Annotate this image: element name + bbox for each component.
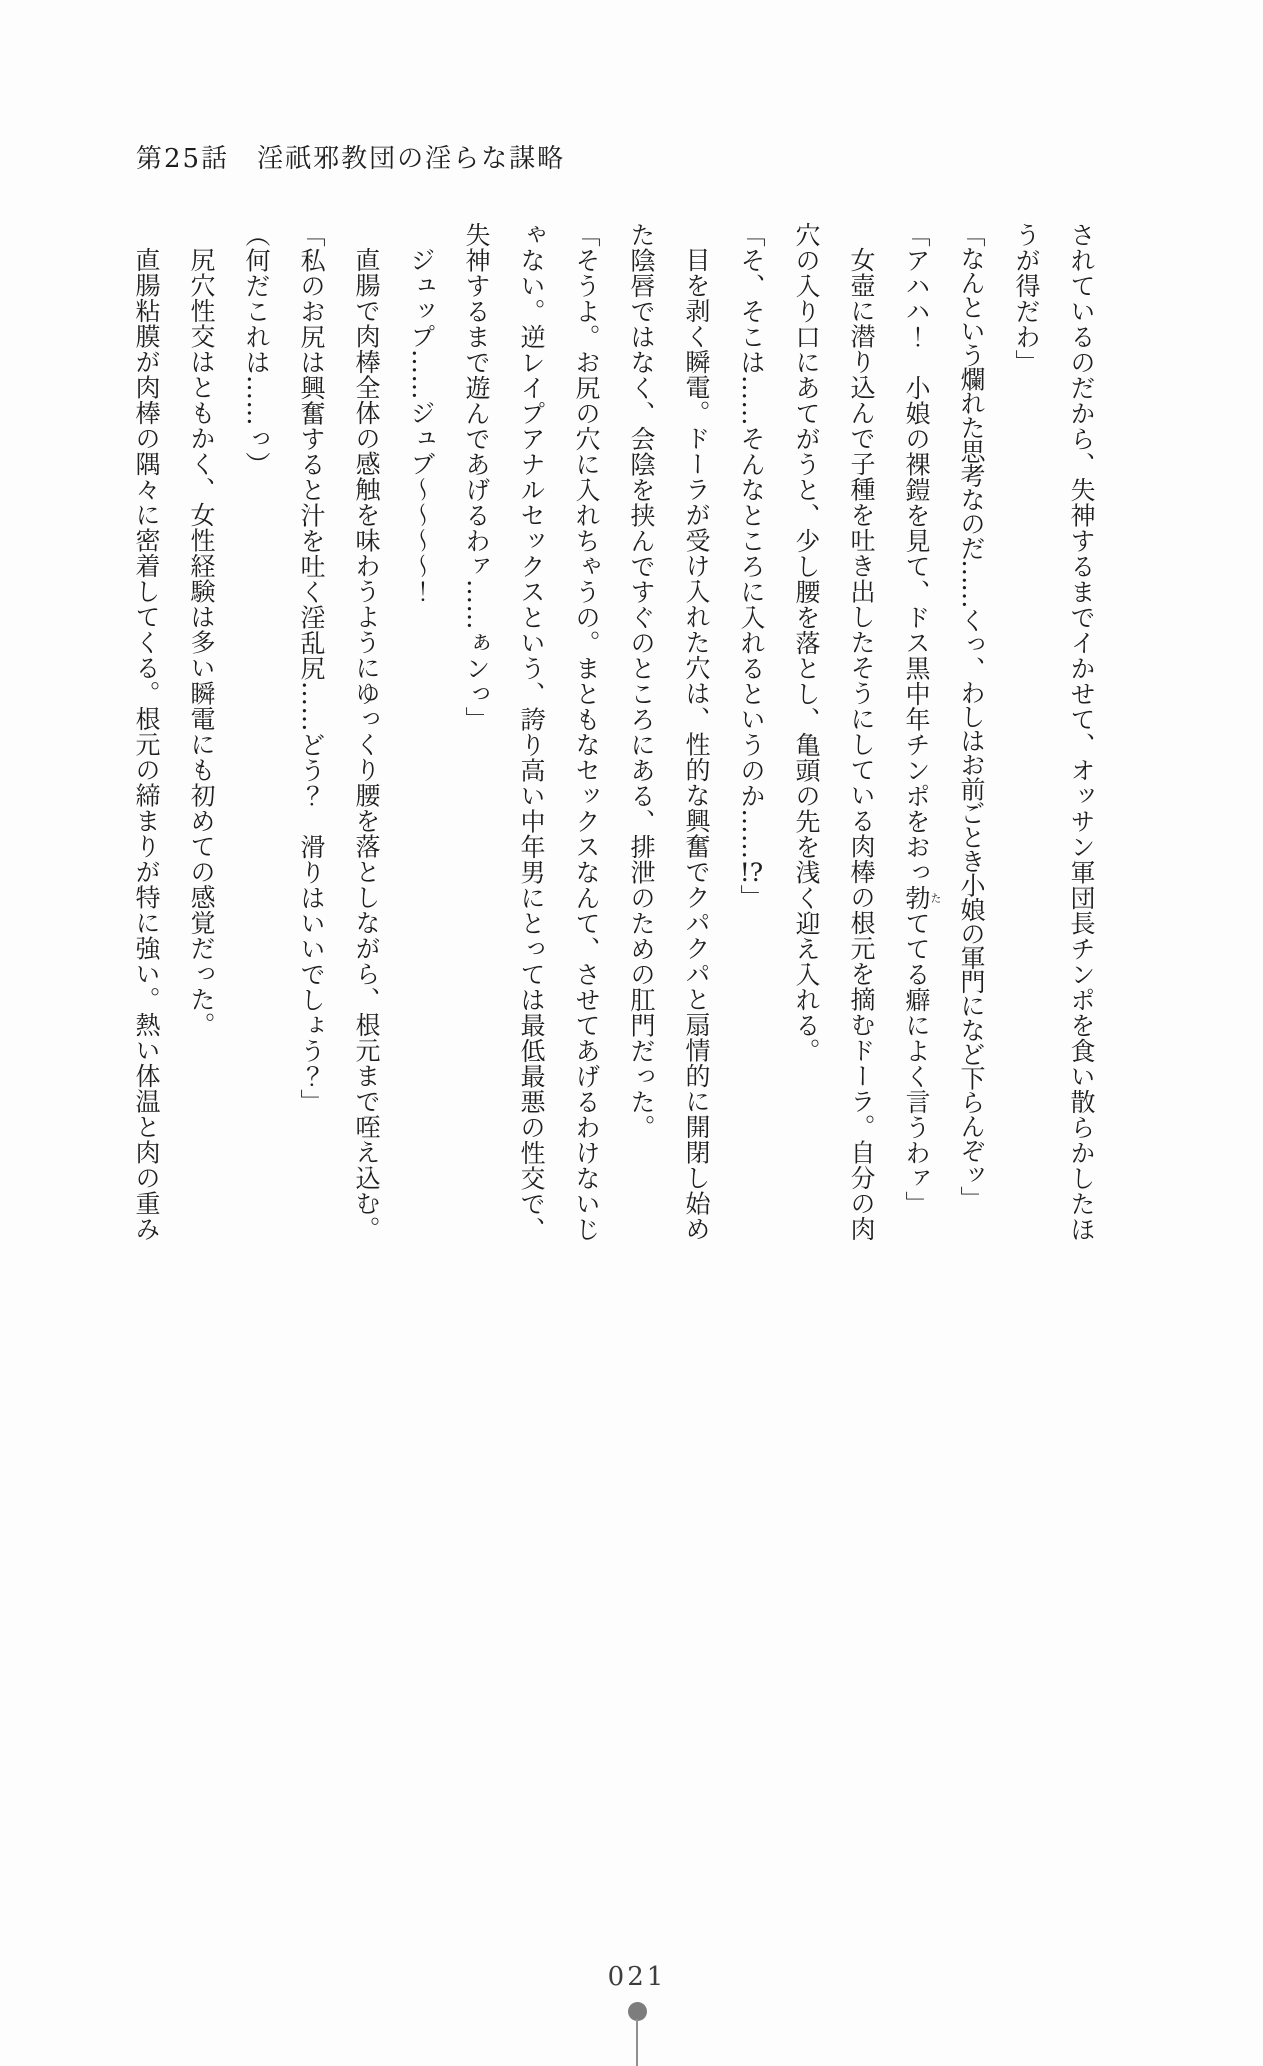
text-line: 失神するまで遊んであげるわァ……ぁンっ」 (462, 222, 491, 732)
text-line: 直腸で肉棒全体の感触を味わうようにゆっくり腰を落としながら、根元まで咥え込む。 (352, 247, 381, 1242)
text-line: （何だこれは……っ） (242, 222, 271, 477)
body-text (119, 222, 1109, 1242)
ruby-annotation: 勃た (902, 885, 942, 911)
text-line: 「なんという爛れた思考なのだ……くっ、わしはお前ごとき小娘の軍門になど下らんぞッ」 (957, 222, 986, 1211)
text-line: 「私のお尻は興奮すると汁を吐く淫乱尻……どう？ 滑りはいいでしょう？」 (297, 222, 326, 1115)
text-line: 女壺に潜り込んで子種を吐き出したそうにしている肉棒の根元を摘むドーラ。自分の肉 (847, 247, 876, 1242)
text-line: されているのだから、失神するまでイかせて、オッサン軍団長チンポを食い散らかしたほ (1067, 222, 1096, 1242)
text-line: 直腸粘膜が肉棒の隅々に密着してくる。根元の締まりが特に強い。熱い体温と肉の重み (132, 247, 161, 1242)
tate-chu-yoko: !? (739, 859, 764, 885)
text-line: うが得だわ」 (1012, 222, 1041, 375)
text-line: 穴の入り口にあてがうと、少し腰を落とし、亀頭の先を浅く迎え入れる。 (792, 222, 821, 1064)
text-line: 尻穴性交はともかく、女性経験は多い瞬電にも初めての感覚だった。 (187, 247, 216, 1038)
text-line: ジュップ……ジュブ～～～～！ (407, 247, 436, 604)
page-marker-line (636, 2019, 638, 2066)
page-number: 021 (607, 1962, 667, 1992)
text-line: ゃない。逆レイプアナルセックスという、誇り高い中年男にとっては最低最悪の性交で、 (517, 222, 546, 1242)
text-line: 目を剥く瞬電。ドーラが受け入れた穴は、性的な興奮でクパクパと扇情的に開閉し始め (682, 247, 711, 1242)
chapter-heading: 第25話 淫祇邪教団の淫らな謀略 (136, 144, 566, 174)
text-line: 「そ、そこは……そんなところに入れるというのか……!?」 (737, 222, 766, 910)
text-line: 「そうよ。お尻の穴に入れちゃうの。まともなセックスなんて、させてあげるわけないじ (572, 222, 601, 1242)
text-line: た陰唇ではなく、会陰を挟んですぐのところにある、排泄のための肛門だった。 (627, 222, 656, 1140)
text-line: 「アハハ！ 小娘の裸鎧を見て、ドス黒中年チンポをおっ勃たててる癖によく言うわァ」 (902, 222, 942, 1217)
